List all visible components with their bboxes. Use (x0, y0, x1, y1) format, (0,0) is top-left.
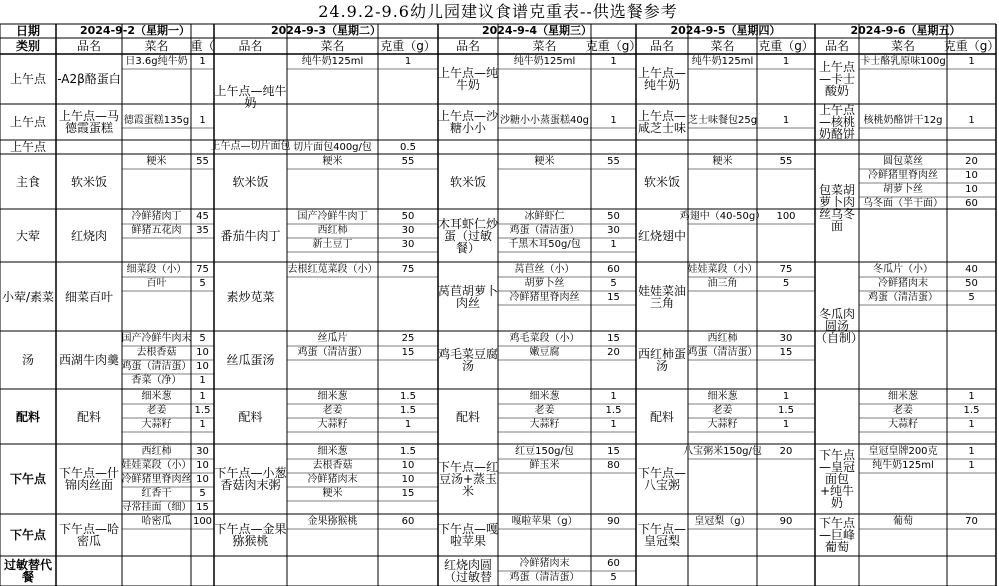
dish-ingredient: 寻常挂面（细） (121, 502, 192, 513)
dish-weight: 1 (404, 56, 412, 67)
dish-weight: 5 (610, 572, 617, 583)
dish-weight: 55 (401, 156, 415, 167)
dish-weight: 1 (199, 419, 206, 430)
dish-ingredient: 胡萝卜丝 (524, 278, 565, 289)
day-date-3: 2024-9-4（星期三） (481, 24, 593, 37)
product-name: 番茄牛肉丁 (220, 228, 281, 243)
dish-weight: 1.5 (963, 405, 980, 416)
product-name: 上午点—纯牛奶 (637, 66, 686, 92)
dish-weight: 1.5 (400, 446, 416, 457)
dish-ingredient: 西红柿 (707, 333, 738, 344)
dish-ingredient: 粳米 (534, 156, 555, 167)
dish-weight: 1.5 (194, 405, 211, 416)
dish-weight: 75 (196, 264, 209, 275)
product-name: 下午点—八宝粥 (637, 466, 686, 492)
dish-ingredient: 大蒜籽 (317, 419, 348, 430)
dish-weight: 1.5 (400, 405, 416, 416)
product-name: 上午点—咸芝士味 (637, 109, 686, 135)
dish-ingredient: 大蒜籽 (888, 419, 918, 430)
dish-ingredient: 老姜 (146, 405, 167, 416)
dish-ingredient: 卡士酪乳原味100g (860, 56, 946, 67)
product-name: 西湖牛肉羹 (58, 353, 119, 367)
dish-ingredient: 德霞蛋糕135g (123, 115, 190, 126)
dish-ingredient: 鸡蛋（清洁蛋） (687, 347, 758, 358)
dish-ingredient: 细米葱 (141, 391, 172, 402)
dish-ingredient: 鸡蛋（清洁蛋） (868, 292, 938, 303)
product-name: 细菜百叶 (64, 289, 113, 304)
product-name: 木耳虾仁炒蛋（过敏餐） (438, 216, 499, 255)
dish-ingredient: 皇冠皇牌200克 (868, 446, 938, 457)
dish-ingredient: 哈密瓜 (141, 516, 172, 527)
product-header: 品名 (76, 39, 101, 53)
dish-ingredient: 千黑木耳50g/包 (508, 239, 581, 250)
dish-ingredient: 日3.6g纯牛奶 (125, 56, 188, 67)
dish-weight: 15 (607, 333, 620, 344)
meal-category-label: 下午点 (9, 528, 46, 542)
dish-ingredient: 丝瓜片 (317, 333, 348, 344)
dish-weight: 50 (401, 211, 415, 222)
dish-weight: 90 (607, 516, 620, 527)
dish-weight: 5 (782, 278, 790, 289)
dish-ingredient: 芝士味餐包25g (687, 115, 758, 126)
meal-category-label: 大荤 (15, 228, 40, 243)
dish-ingredient: 鸡蛋（清洁蛋） (509, 572, 580, 583)
dish-ingredient: 圆包菜丝 (883, 156, 923, 167)
dish-ingredient: 鸡翅中（40-50g） (679, 211, 766, 222)
dish-weight: 1 (968, 115, 975, 126)
meal-category-label: 下午点 (9, 472, 46, 486)
dish-ingredient: 百叶 (146, 278, 167, 289)
dish-ingredient: 细米葱 (317, 446, 348, 457)
product-name: 下午点—小葱香菇肉末粥 (214, 466, 287, 492)
dish-weight: 5 (199, 333, 206, 344)
dish-weight: 1 (968, 446, 975, 457)
dish-weight: 70 (965, 516, 978, 527)
dish-weight: 60 (401, 516, 415, 527)
dish-ingredient: 国产冷鲜牛肉丁 (297, 211, 368, 222)
weight-header: 重（ (190, 39, 215, 53)
product-name: 下午点—嘎啦苹果 (438, 522, 499, 548)
dish-header: 菜名 (320, 39, 345, 53)
dish-weight: 1 (968, 419, 975, 430)
product-name: 配料 (455, 409, 480, 424)
dish-ingredient: 粳米 (146, 156, 167, 167)
category-header: 类别 (15, 39, 40, 53)
product-name: 上午点—纯牛奶 (214, 84, 287, 110)
dish-weight: 15 (401, 347, 415, 358)
product-name: 莴苣胡萝卜肉丝 (438, 283, 499, 310)
dish-weight: 10 (401, 474, 415, 485)
dish-ingredient: 切片面包400g/包 (293, 142, 372, 153)
product-name: 下午点—哈密瓜 (58, 522, 119, 548)
dish-weight: 1.5 (400, 391, 416, 402)
dish-weight: 1 (782, 115, 790, 126)
dish-ingredient: 冷鲜猪肉末 (878, 278, 928, 289)
dish-ingredient: 纯牛奶125ml (513, 56, 576, 67)
dish-ingredient: 鲜玉米 (529, 460, 560, 471)
dish-header: 菜名 (532, 39, 557, 53)
dish-weight: 15 (779, 347, 793, 358)
dish-ingredient: 娃娃菜段（小） (121, 460, 192, 471)
dish-weight: 5 (199, 278, 206, 289)
meal-category-label: 上午点 (9, 72, 46, 86)
dish-ingredient: 冷鲜猪肉末 (307, 474, 358, 485)
dish-weight: 0.5 (400, 142, 416, 153)
dish-weight: 1 (610, 391, 617, 402)
product-name: 红烧肉 (70, 228, 107, 243)
weight-header: 克重（g） (758, 39, 814, 53)
dish-ingredient: 细菜段（小） (126, 264, 187, 275)
dish-weight: 1.5 (778, 405, 794, 416)
dish-ingredient: 乌冬面（半干面） (863, 198, 943, 209)
dish-weight: 30 (196, 446, 209, 457)
dish-weight: 5 (968, 292, 975, 303)
product-name: 下午点—红豆汤+蒸玉米 (438, 460, 499, 498)
dish-ingredient: 冷鲜猪里脊肉丝 (509, 292, 580, 303)
day-date-4: 2024-9-5（星期四） (670, 24, 781, 37)
dish-ingredient: 皇冠梨（g） (694, 516, 751, 527)
dish-weight: 55 (196, 156, 209, 167)
weight-header: 克重（g） (380, 39, 436, 53)
dish-weight: 15 (607, 446, 620, 457)
dish-ingredient: 国产冷鲜牛肉末 (121, 333, 192, 344)
meal-category-label: 上午点 (9, 140, 46, 154)
meal-category-label: 上午点 (9, 115, 46, 129)
dish-ingredient: 纯牛奶125ml (872, 460, 934, 471)
dish-ingredient: 冷鲜猪里脊肉丝 (121, 474, 192, 485)
dish-weight: 10 (196, 460, 209, 471)
dish-ingredient: 细米葱 (317, 391, 348, 402)
product-header: 品名 (824, 39, 849, 53)
dish-weight: 50 (607, 211, 620, 222)
dish-weight: 10 (196, 474, 209, 485)
day-date-2: 2024-9-3（星期二） (270, 24, 382, 37)
dish-weight: 1 (199, 56, 206, 67)
dish-weight: 1 (968, 460, 975, 471)
dish-ingredient: 粳米 (322, 488, 343, 499)
product-name: 上午点—沙糖小小 (438, 109, 499, 135)
dish-ingredient: 粳米 (712, 156, 733, 167)
dish-ingredient: 冰鲜虾仁 (524, 211, 565, 222)
dish-ingredient: 冷鲜猪肉丁 (131, 211, 182, 222)
dish-weight: 10 (196, 347, 209, 358)
product-name: 上午点—纯牛奶 (438, 66, 499, 92)
dish-ingredient: 胡萝卜丝 (883, 184, 923, 195)
product-name: 软米饭 (449, 174, 486, 189)
dish-weight: 90 (779, 516, 793, 527)
dish-ingredient: 鲜猪五花肉 (131, 225, 182, 236)
product-name: 下午点—皇冠梨 (637, 522, 686, 548)
meal-category-label: 汤 (21, 353, 34, 367)
dish-ingredient: 冷鲜猪肉末 (519, 558, 570, 569)
product-name: 配料 (76, 409, 101, 424)
dish-weight: 1 (610, 56, 617, 67)
product-name: 下午点—巨峰葡萄 (818, 516, 855, 554)
product-name: 西红柿蛋汤 (637, 347, 686, 373)
dish-ingredient: 细米葱 (888, 391, 918, 402)
product-name: 配料 (238, 409, 263, 424)
dish-weight: 35 (196, 225, 209, 236)
product-name: 软米饭 (232, 174, 269, 189)
dish-weight: 30 (779, 333, 793, 344)
dish-ingredient: 沙糖小小蒸蛋糕40g (499, 115, 590, 126)
product-name: 鸡毛菜豆腐汤 (438, 347, 499, 373)
dish-ingredient: 纯牛奶125ml (301, 56, 364, 67)
dish-ingredient: 老姜 (893, 405, 913, 416)
meal-category-label: 小荤/素菜 (1, 289, 55, 304)
dish-weight: 100 (192, 516, 213, 527)
dish-ingredient: 核桃奶酪饼干12g (863, 115, 943, 126)
dish-weight: 10 (401, 460, 415, 471)
dish-weight: 1 (782, 419, 790, 430)
dish-weight: 15 (607, 292, 620, 303)
dish-ingredient: 老姜 (534, 405, 555, 416)
dish-ingredient: 鸡蛋（清洁蛋） (121, 361, 192, 372)
dish-ingredient: 红豆150g/包 (515, 446, 574, 457)
product-name: 软米饭 (643, 174, 680, 189)
product-name: 软米饭 (70, 174, 107, 189)
dish-weight: 60 (607, 558, 620, 569)
product-name: 红烧肉圆（过敏替 (443, 558, 492, 584)
dish-weight: 10 (965, 170, 978, 181)
dish-weight: 15 (401, 488, 415, 499)
dish-weight: 1 (199, 115, 206, 126)
page-title: 24.9.2-9.6幼儿园建议食谱克重表--供选餐参考 (318, 2, 678, 21)
dish-ingredient: 鸡蛋（清洁蛋） (509, 225, 580, 236)
dish-ingredient: 八宝粥米150g/包 (683, 446, 762, 457)
dish-weight: 75 (401, 264, 415, 275)
dish-ingredient: 红香干 (141, 488, 172, 499)
dish-ingredient: 老姜 (712, 405, 733, 416)
dish-weight: 55 (607, 156, 620, 167)
product-name: 上午点—核桃奶酪饼 (818, 103, 855, 141)
dish-ingredient: 新土豆丁 (312, 239, 353, 250)
dish-weight: 60 (965, 198, 978, 209)
day-date-5: 2024-9-6（星期五） (850, 24, 961, 37)
dish-weight: 60 (607, 264, 620, 275)
product-name: 上午点—马德霞蛋糕 (58, 109, 119, 135)
dish-weight: 40 (965, 264, 978, 275)
dish-weight: 10 (196, 361, 209, 372)
dish-weight: 30 (607, 225, 620, 236)
dish-header: 菜名 (144, 39, 169, 53)
dish-weight: 1 (199, 391, 206, 402)
dish-ingredient: 大蒜籽 (707, 419, 738, 430)
meal-category-label: 配料 (15, 409, 40, 424)
dish-ingredient: 葡萄 (893, 516, 913, 527)
dish-ingredient: 大蒜籽 (529, 419, 560, 430)
dish-weight: 1 (199, 375, 206, 386)
dish-weight: 20 (607, 347, 620, 358)
dish-ingredient: 去根红苋菜段（小） (287, 264, 378, 275)
product-name: 上午点—切片面包 (210, 141, 291, 152)
dish-weight: 1 (968, 391, 975, 402)
dish-ingredient: 冬瓜片（小） (873, 264, 933, 275)
dish-weight: 10 (965, 184, 978, 195)
dish-ingredient: 油三角 (707, 278, 738, 289)
product-name: 配料 (649, 409, 674, 424)
dish-weight: 5 (199, 488, 206, 499)
dish-ingredient: 西红柿 (141, 446, 172, 457)
dish-ingredient: 嘎啦苹果（g） (511, 516, 578, 527)
dish-ingredient: 细米葱 (707, 391, 738, 402)
product-name: 娃娃菜油三角 (637, 283, 686, 310)
dish-ingredient: 老姜 (322, 405, 343, 416)
dish-weight: 1 (610, 115, 617, 126)
meal-category-label: 主食 (15, 174, 40, 189)
product-name (815, 389, 859, 444)
dish-weight: 100 (776, 211, 796, 222)
weight-header: 克重（g） (943, 39, 999, 53)
dish-header: 菜名 (710, 39, 735, 53)
dish-weight: 1 (610, 419, 617, 430)
product-name: 包菜胡萝卜肉丝乌冬面 (818, 183, 855, 233)
product-name: 红烧翅中 (637, 228, 686, 243)
dish-ingredient: 鸡蛋（清洁蛋） (297, 347, 368, 358)
dish-ingredient: 大蒜籽 (141, 419, 172, 430)
day-date-1: 2024-9-2（星期一） (79, 24, 191, 37)
dish-weight: 75 (779, 264, 793, 275)
dish-ingredient: 纯牛奶125ml (691, 56, 754, 67)
product-name: 素炒苋菜 (226, 289, 275, 304)
dish-ingredient: 冷鲜猪里脊肉丝 (868, 170, 938, 181)
dish-weight: 1.5 (605, 405, 622, 416)
dish-ingredient: 粳米 (322, 156, 343, 167)
dish-ingredient: 去根香菇 (312, 460, 353, 471)
dish-ingredient: 去根香菇 (136, 347, 177, 358)
product-header: 品名 (455, 39, 480, 53)
dish-weight: 30 (401, 225, 415, 236)
product-header: 品名 (238, 39, 263, 53)
dish-weight: 1 (782, 391, 790, 402)
dish-ingredient: 细米葱 (529, 391, 560, 402)
dish-ingredient: 西红柿 (317, 225, 348, 236)
product-name: 下午点—什锦肉丝面 (58, 466, 119, 492)
dish-weight: 55 (779, 156, 793, 167)
dish-ingredient: 香菜（净） (131, 375, 182, 386)
product-name: -A2β酪蛋白 (57, 72, 121, 86)
dish-weight: 5 (610, 278, 617, 289)
dish-weight: 45 (196, 211, 209, 222)
product-name: 下午点—皇冠面包+纯牛奶 (818, 448, 855, 510)
dish-weight: 50 (965, 278, 978, 289)
dish-weight: 1 (610, 239, 617, 250)
date-header: 日期 (15, 24, 40, 38)
product-name: 丝瓜蛋汤 (226, 353, 275, 367)
weight-header: 克重（g） (585, 39, 642, 53)
dish-weight: 30 (401, 239, 415, 250)
dish-ingredient: 金果猕猴桃 (307, 516, 358, 527)
dish-header: 菜名 (890, 39, 915, 53)
product-name: 冬瓜肉圆汤（自制） (815, 306, 864, 345)
dish-ingredient: 嫩豆腐 (529, 347, 560, 358)
dish-ingredient: 鸡毛菜段（小） (509, 333, 580, 344)
dish-weight: 20 (779, 446, 793, 457)
product-header: 品名 (649, 39, 674, 53)
dish-ingredient: 莴苣丝（小） (514, 264, 575, 275)
meal-category-label: 过敏替代餐 (3, 558, 52, 584)
dish-ingredient: 娃娃菜段（小） (687, 264, 758, 275)
product-name: 上午点—卡士酸奶 (818, 60, 855, 98)
product-name: 下午点—金果猕猴桃 (214, 522, 287, 548)
dish-weight: 80 (607, 460, 620, 471)
dish-weight: 25 (401, 333, 415, 344)
dish-weight: 20 (965, 156, 978, 167)
dish-weight: 15 (196, 502, 209, 513)
dish-weight: 1 (404, 419, 412, 430)
dish-weight: 1 (968, 56, 975, 67)
dish-weight: 1 (782, 56, 790, 67)
